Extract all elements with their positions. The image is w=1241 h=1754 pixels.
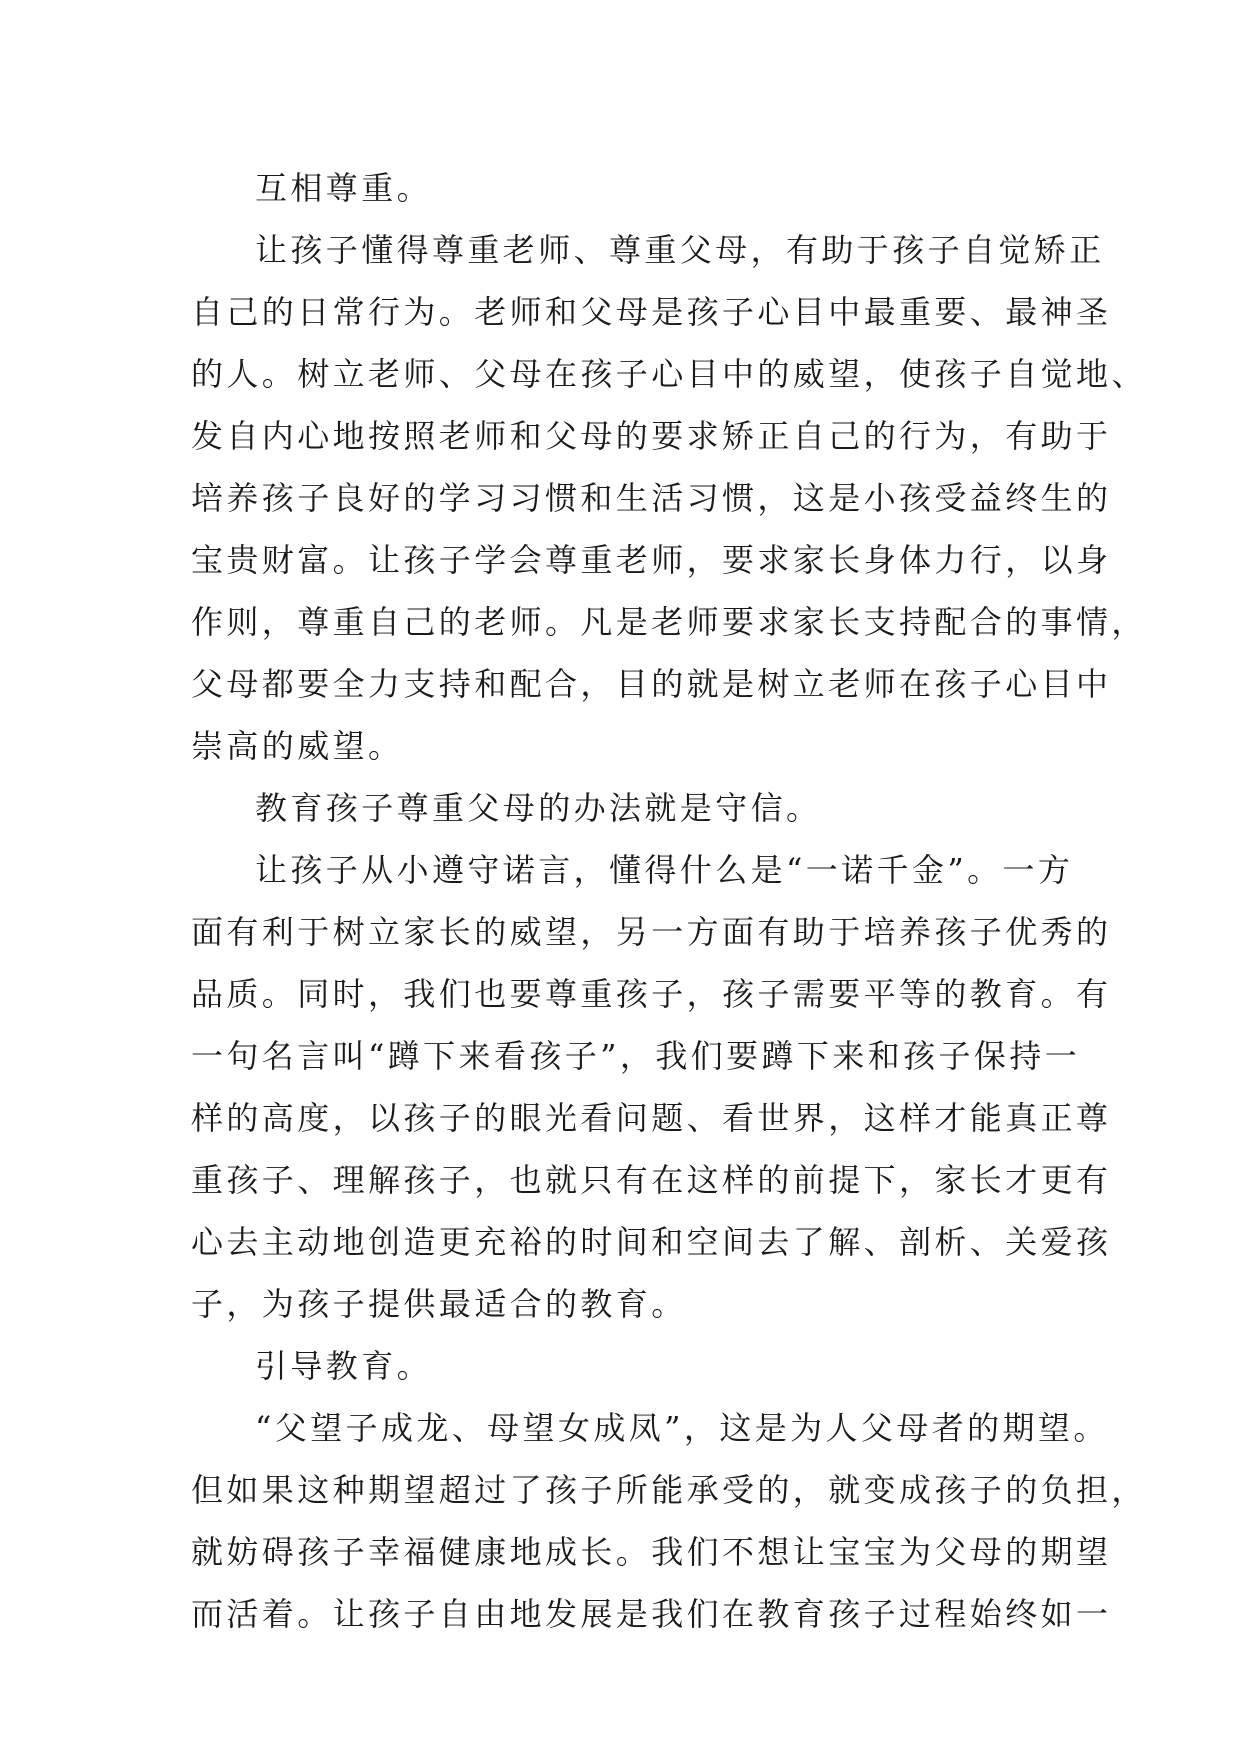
paragraph-line: 教育孩子尊重父母的办法就是守信。 (255, 789, 822, 827)
paragraph-line: 但如果这种期望超过了孩子所能承受的，就变成孩子的负担， (191, 1471, 1147, 1509)
paragraph-line: “父望子成龙、母望女成凤”，这是为人父母者的期望。 (255, 1409, 1109, 1447)
paragraph-line: 而活着。让孩子自由地发展是我们在教育孩子过程始终如一 (191, 1595, 1112, 1633)
paragraph-line: 的人。树立老师、父母在孩子心目中的威望，使孩子自觉地、 (191, 355, 1147, 393)
document-body (191, 157, 1147, 1645)
paragraph-line: 一句名言叫“蹲下来看孩子”，我们要蹲下来和孩子保持一 (191, 1037, 1081, 1075)
paragraph-line: 互相尊重。 (255, 169, 433, 207)
paragraph-line: 作则，尊重自己的老师。凡是老师要求家长支持配合的事情， (191, 603, 1147, 641)
paragraph-line: 子，为孩子提供最适合的教育。 (191, 1285, 687, 1323)
paragraph-line: 品质。同时，我们也要尊重孩子，孩子需要平等的教育。有 (191, 975, 1112, 1013)
paragraph-line: 让孩子从小遵守诺言，懂得什么是“一诺千金”。一方 (255, 851, 1074, 889)
paragraph-line: 就妨碍孩子幸福健康地成长。我们不想让宝宝为父母的期望 (191, 1533, 1112, 1571)
paragraph-line: 自己的日常行为。老师和父母是孩子心目中最重要、最神圣 (191, 293, 1112, 331)
paragraph-line: 重孩子、理解孩子，也就只有在这样的前提下，家长才更有 (191, 1161, 1112, 1199)
paragraph-line: 引导教育。 (255, 1347, 433, 1385)
paragraph-line: 面有利于树立家长的威望，另一方面有助于培养孩子优秀的 (191, 913, 1112, 951)
paragraph-line: 宝贵财富。让孩子学会尊重老师，要求家长身体力行，以身 (191, 541, 1112, 579)
paragraph-line: 培养孩子良好的学习习惯和生活习惯，这是小孩受益终生的 (191, 479, 1112, 517)
paragraph-line: 心去主动地创造更充裕的时间和空间去了解、剖析、关爱孩 (191, 1223, 1112, 1261)
paragraph-line: 让孩子懂得尊重老师、尊重父母，有助于孩子自觉矫正 (255, 231, 1105, 269)
paragraph-line: 样的高度，以孩子的眼光看问题、看世界，这样才能真正尊 (191, 1099, 1112, 1137)
paragraph-line: 发自内心地按照老师和父母的要求矫正自己的行为，有助于 (191, 417, 1112, 455)
paragraph-line: 崇高的威望。 (191, 727, 404, 765)
paragraph-line: 父母都要全力支持和配合，目的就是树立老师在孩子心目中 (191, 665, 1112, 703)
